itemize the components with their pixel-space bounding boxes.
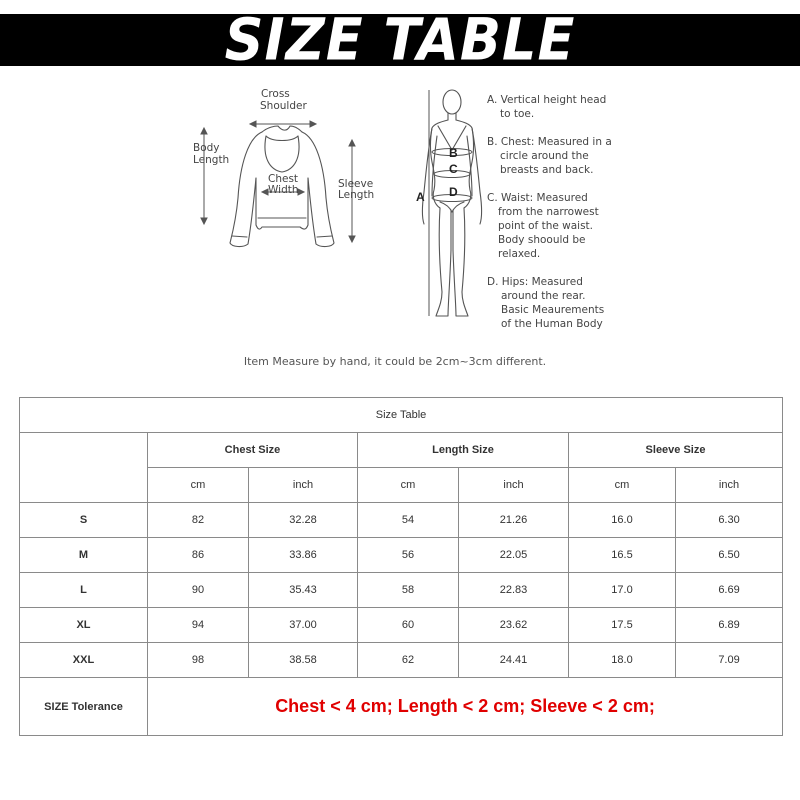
table-cell: 37.00 xyxy=(249,608,358,643)
svg-text:Shoulder: Shoulder xyxy=(260,100,307,112)
svg-text:breasts and back.: breasts and back. xyxy=(500,164,594,176)
svg-text:circle around the: circle around the xyxy=(500,150,589,162)
svg-text:to toe.: to toe. xyxy=(500,108,535,120)
svg-text:A. Vertical height head: A. Vertical height head xyxy=(487,94,607,106)
svg-text:around the rear.: around the rear. xyxy=(501,290,586,302)
table-row xyxy=(20,643,783,678)
table-row xyxy=(20,538,783,573)
table-row xyxy=(20,573,783,608)
table-cell: 6.89 xyxy=(676,608,783,643)
svg-text:Body shoould be: Body shoould be xyxy=(498,234,586,246)
table-cell: 18.0 xyxy=(569,643,676,678)
table-cell: 22.05 xyxy=(459,538,569,573)
unit-header: inch xyxy=(249,468,358,503)
measure-note: Item Measure by hand, it could be 2cm~3cm different. xyxy=(243,355,547,368)
banner-title: SIZE TABLE xyxy=(224,14,576,66)
svg-text:Length: Length xyxy=(338,189,375,201)
table-title: Size Table xyxy=(20,398,783,433)
svg-text:D. Hips: Measured: D. Hips: Measured xyxy=(487,276,583,288)
size-table-banner xyxy=(0,14,800,66)
svg-text:Basic Meaurements: Basic Meaurements xyxy=(501,304,605,316)
measurement-diagram xyxy=(0,80,800,350)
size-label: M xyxy=(20,538,148,573)
table-cell: 24.41 xyxy=(459,643,569,678)
unit-header: cm xyxy=(148,468,249,503)
table-cell: 6.30 xyxy=(676,503,783,538)
table-cell: 7.09 xyxy=(676,643,783,678)
table-cell: 16.0 xyxy=(569,503,676,538)
unit-header: cm xyxy=(358,468,459,503)
size-label: S xyxy=(20,503,148,538)
size-label: XL xyxy=(20,608,148,643)
table-cell: 86 xyxy=(148,538,249,573)
table-cell: 22.83 xyxy=(459,573,569,608)
svg-text:B. Chest: Measured in a: B. Chest: Measured in a xyxy=(487,136,612,148)
marker-a: A xyxy=(416,190,425,204)
sleeve-length-label: Sleeve xyxy=(338,178,374,190)
tolerance-text: Chest < 4 cm; Length < 2 cm; Sleeve < 2 cm; xyxy=(148,678,783,736)
table-row xyxy=(20,503,783,538)
table-cell: 17.5 xyxy=(569,608,676,643)
marker-d: D xyxy=(449,185,458,199)
table-cell: 16.5 xyxy=(569,538,676,573)
size-header-blank xyxy=(20,433,148,503)
size-label: XXL xyxy=(20,643,148,678)
table-cell: 62 xyxy=(358,643,459,678)
table-cell: 32.28 xyxy=(249,503,358,538)
unit-header: inch xyxy=(459,468,569,503)
header-sleeve-size: Sleeve Size xyxy=(569,433,783,468)
size-label: L xyxy=(20,573,148,608)
body-length-label: Body xyxy=(193,142,220,154)
svg-text:Width: Width xyxy=(268,184,299,196)
table-cell: 35.43 xyxy=(249,573,358,608)
svg-text:of the Human Body: of the Human Body xyxy=(501,318,603,330)
table-cell: 98 xyxy=(148,643,249,678)
svg-text:Length: Length xyxy=(193,154,230,166)
unit-header: cm xyxy=(569,468,676,503)
marker-c: C xyxy=(449,162,458,176)
cross-shoulder-label: Cross xyxy=(261,88,290,100)
table-cell: 60 xyxy=(358,608,459,643)
unit-header: inch xyxy=(676,468,783,503)
table-cell: 58 xyxy=(358,573,459,608)
table-cell: 6.50 xyxy=(676,538,783,573)
table-cell: 6.69 xyxy=(676,573,783,608)
table-cell: 17.0 xyxy=(569,573,676,608)
svg-text:C. Waist: Measured: C. Waist: Measured xyxy=(487,192,588,204)
header-chest-size: Chest Size xyxy=(148,433,358,468)
table-cell: 23.62 xyxy=(459,608,569,643)
svg-text:from the narrowest: from the narrowest xyxy=(498,206,599,218)
table-cell: 90 xyxy=(148,573,249,608)
table-row xyxy=(20,608,783,643)
body-legend xyxy=(487,94,612,330)
svg-text:point of the waist.: point of the waist. xyxy=(498,220,594,232)
header-length-size: Length Size xyxy=(358,433,569,468)
table-cell: 56 xyxy=(358,538,459,573)
tolerance-label: SIZE Tolerance xyxy=(20,678,148,736)
chest-width-label: Chest xyxy=(268,173,299,185)
body-illustration xyxy=(423,90,482,316)
table-cell: 38.58 xyxy=(249,643,358,678)
table-cell: 82 xyxy=(148,503,249,538)
svg-text:relaxed.: relaxed. xyxy=(498,248,541,260)
marker-b: B xyxy=(449,146,458,160)
table-cell: 94 xyxy=(148,608,249,643)
table-cell: 21.26 xyxy=(459,503,569,538)
tolerance-row xyxy=(20,678,783,736)
size-table xyxy=(19,397,783,736)
table-cell: 54 xyxy=(358,503,459,538)
table-cell: 33.86 xyxy=(249,538,358,573)
